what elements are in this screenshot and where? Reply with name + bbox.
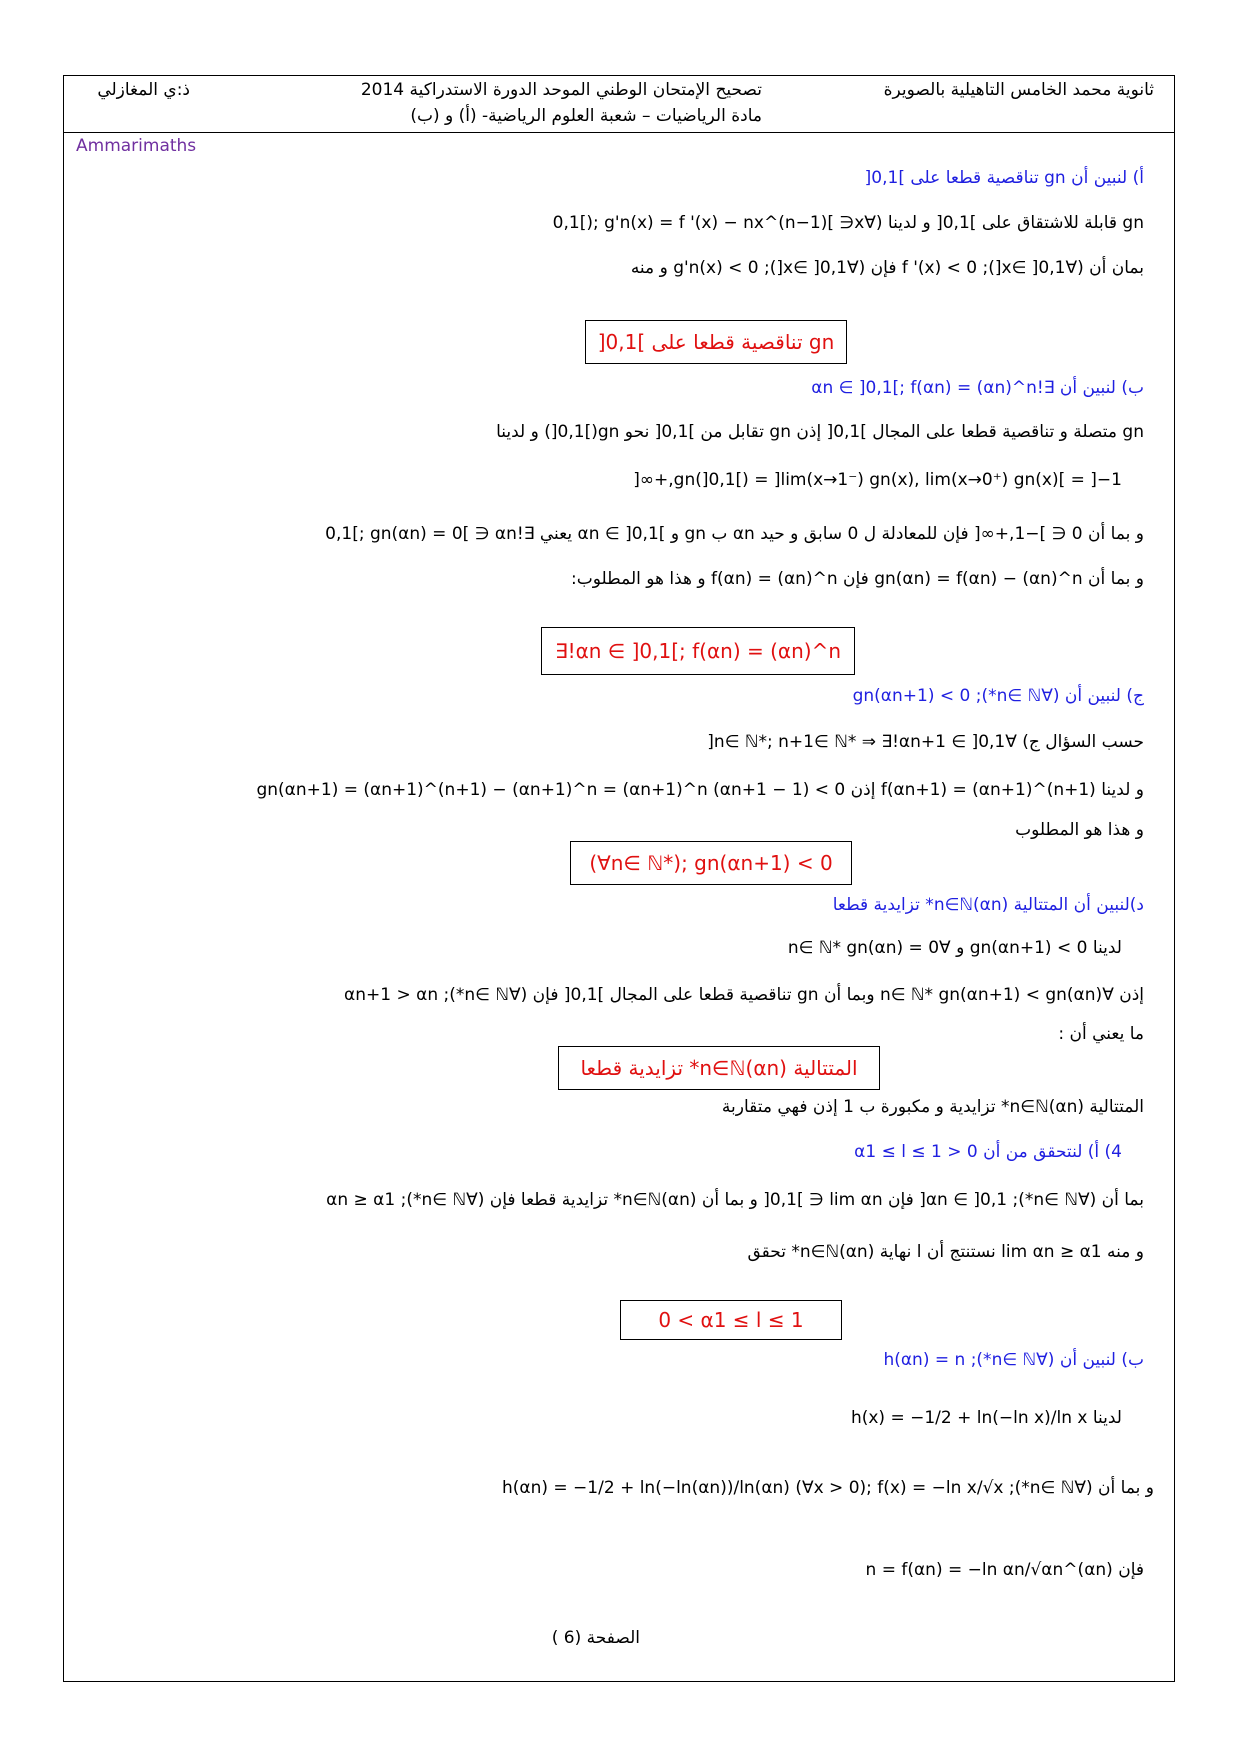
page-number: الصفحة (6 ) — [551, 1628, 640, 1648]
part-a-heading: أ) لنبين أن gn تناقصية قطعا على ]0,1[ — [864, 168, 1144, 188]
text-line: المتتالية (αn)n∈ℕ* تزايدية و مكبورة ب 1 إذن فهي متقاربة — [721, 1097, 1144, 1117]
watermark: Ammarimaths — [76, 136, 197, 156]
text-line: بمان أن (∀x∈ ]0,1[); f '(x) < 0 فإن (∀x∈ ]0,1[); g'n(x) < 0 و منه — [630, 258, 1144, 278]
text-line: و هذا هو المطلوب — [1015, 820, 1144, 840]
text-line: و بما أن (∀n∈ ℕ*); h(αn) = −1/2 + ln(−ln(αn))/ln(αn) (∀x > 0); f(x) = −ln x/√x — [501, 1478, 1154, 1498]
result-text: المتتالية (αn)n∈ℕ* تزايدية قطعا — [580, 1056, 858, 1080]
text-line: فإن (αn)^n = f(αn) = −ln αn/√αn — [865, 1560, 1144, 1580]
part-4a-heading: 4) أ) لنتحقق من أن 0 < α1 ≤ l ≤ 1 — [854, 1142, 1122, 1162]
text-line: gn متصلة و تناقصية قطعا على المجال ]0,1[ إذن gn تقابل من ]0,1[ نحو gn(]0,1[) و لدينا — [496, 422, 1144, 442]
header-subtitle: مادة الرياضيات – شعبة العلوم الرياضية- (أ) و (ب) — [410, 106, 762, 126]
header-divider — [63, 132, 1175, 133]
header-author: ذ:ي المغازلي — [97, 80, 190, 100]
header-title: تصحيح الإمتحان الوطني الموحد الدورة الاستدراكية 2014 — [360, 80, 762, 100]
result-box — [585, 320, 847, 364]
part-d-heading: د)لنبين أن المتتالية (αn)n∈ℕ* تزايدية قطعا — [832, 895, 1144, 915]
text-line: إذن ∀n∈ ℕ* gn(αn+1) < gn(αn) وبما أن gn تناقصية قطعا على المجال ]0,1[ فإن (∀n∈ ℕ*); αn+1 > αn — [344, 985, 1144, 1005]
part-c-heading: ج) لنبين أن (∀n∈ ℕ*); gn(αn+1) < 0 — [852, 686, 1144, 706]
result-text: ∃!αn ∈ ]0,1[; f(αn) = (αn)^n — [554, 639, 842, 663]
text-line: و منه lim αn ≥ α1 نستنتج أن l نهاية (αn)n∈ℕ* تحقق — [747, 1242, 1144, 1262]
result-text: 0 < α1 ≤ l ≤ 1 — [658, 1308, 804, 1332]
text-line: حسب السؤال ج) ∀n∈ ℕ*; n+1∈ ℕ* ⇒ ∃!αn+1 ∈ ]0,1[ — [707, 732, 1144, 752]
text-line: gn قابلة للاشتقاق على ]0,1[ و لدينا (∀x∈ ]0,1[); g'n(x) = f '(x) − nx^(n−1) — [552, 213, 1144, 233]
result-box — [541, 627, 855, 675]
header-school: ثانوية محمد الخامس التاهيلية بالصويرة — [883, 80, 1154, 100]
result-box — [570, 841, 852, 885]
text-line: لدينا gn(αn+1) < 0 و ∀n∈ ℕ* gn(αn) = 0 — [787, 938, 1122, 958]
result-box — [620, 1300, 842, 1340]
text-line: و بما أن 0 ∈ ]−1,+∞[ فإن للمعادلة ل 0 سابق و حيد αn ب gn و ]0,1[ ∋ αn يعني ∃!αn ∈ ]0,1[; gn(αn) = 0 — [325, 524, 1144, 544]
part-b-heading: ب) لنبين أن ∃!αn ∈ ]0,1[; f(αn) = (αn)^n — [811, 378, 1144, 398]
text-line: ما يعني أن : — [1058, 1024, 1144, 1044]
text-line: و لدينا f(αn+1) = (αn+1)^(n+1) إذن gn(αn+1) = (αn+1)^(n+1) − (αn+1)^n = (αn+1)^n (αn+1 − 1) < 0 — [256, 780, 1144, 800]
text-line: و بما أن gn(αn) = f(αn) − (αn)^n فإن f(αn) = (αn)^n و هذا هو المطلوب: — [571, 569, 1144, 589]
result-text: (∀n∈ ℕ*); gn(αn+1) < 0 — [589, 851, 833, 875]
result-text: gn تناقصية قطعا على ]0,1[ — [597, 330, 835, 354]
part-4b-heading: ب) لنبين أن (∀n∈ ℕ*); h(αn) = n — [883, 1350, 1144, 1370]
text-line: بما أن (∀n∈ ℕ*); αn ∈ ]0,1[ فإن lim αn ∈ ]0,1[ و بما أن (αn)n∈ℕ* تزايدية قطعا فإن (∀n∈ ℕ*); αn ≥ α1 — [326, 1190, 1144, 1210]
result-box — [558, 1046, 880, 1090]
text-line: gn(]0,1[) = ]lim(x→1⁻) gn(x), lim(x→0⁺) gn(x)[ = ]−1,+∞[ — [633, 470, 1122, 490]
text-line: لدينا h(x) = −1/2 + ln(−ln x)/ln x — [850, 1408, 1122, 1428]
